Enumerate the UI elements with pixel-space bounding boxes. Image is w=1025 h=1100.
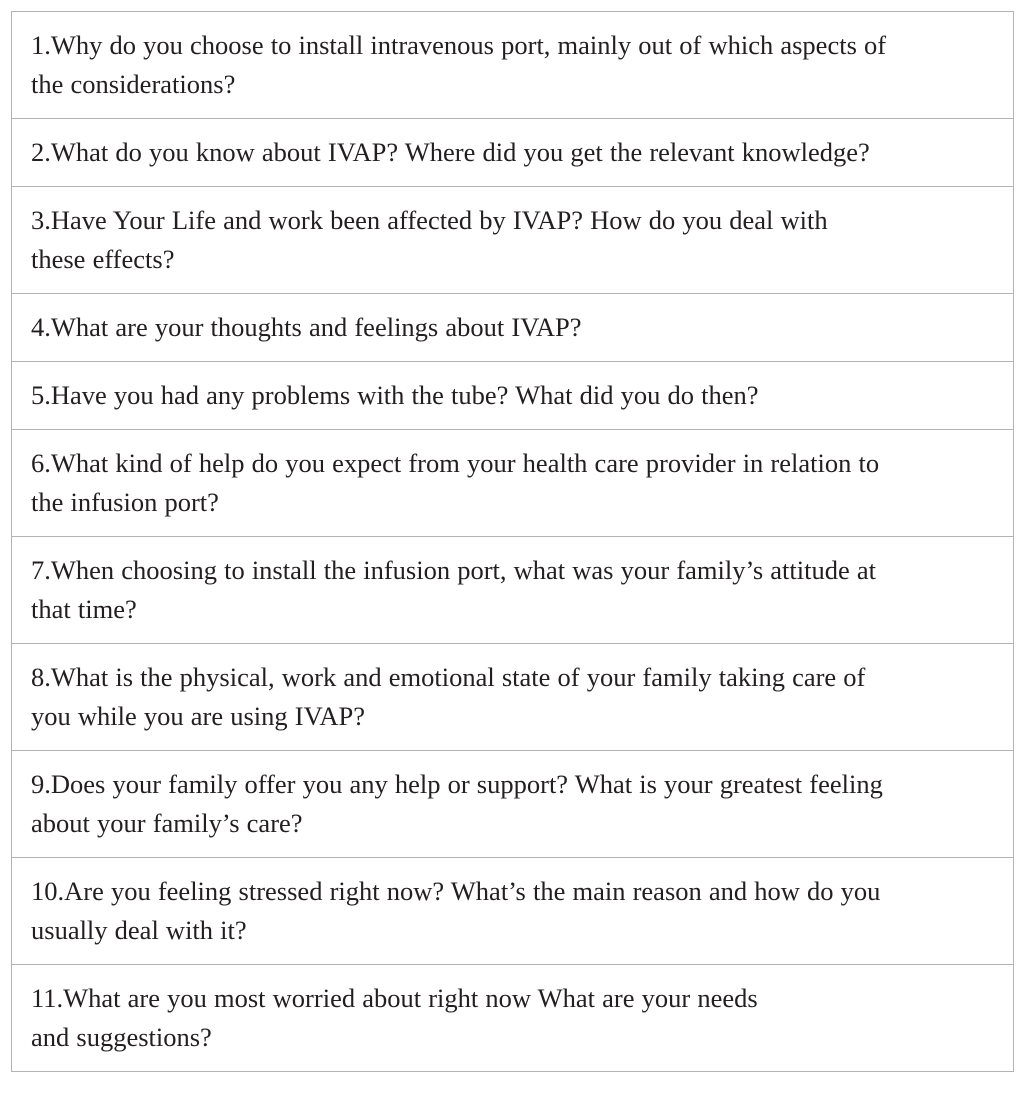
question-row (12, 537, 1014, 644)
question-row (12, 362, 1014, 430)
question-line: you while you are using IVAP? (31, 701, 365, 731)
question-cell (12, 12, 1014, 119)
question-cell (12, 294, 1014, 362)
question-cell (12, 644, 1014, 751)
question-line: 6.What kind of help do you expect from your health care provider in relation to (31, 448, 880, 478)
question-row (12, 430, 1014, 537)
question-line: 7.When choosing to install the infusion port, what was your family’s attitude at (31, 555, 877, 585)
question-row (12, 12, 1014, 119)
question-line: 11.What are you most worried about right now What are your needs (31, 983, 758, 1013)
question-cell (12, 187, 1014, 294)
question-line: these effects? (31, 244, 175, 274)
question-line: and suggestions? (31, 1022, 212, 1052)
question-cell (12, 537, 1014, 644)
question-cell (12, 119, 1014, 187)
question-row (12, 965, 1014, 1072)
question-line: that time? (31, 594, 137, 624)
question-line: 3.Have Your Life and work been affected by IVAP? How do you deal with (31, 205, 828, 235)
question-line: about your family’s care? (31, 808, 303, 838)
question-line: the infusion port? (31, 487, 219, 517)
question-cell (12, 362, 1014, 430)
question-line: 8.What is the physical, work and emotional state of your family taking care of (31, 662, 866, 692)
question-row (12, 644, 1014, 751)
question-row (12, 119, 1014, 187)
question-cell (12, 858, 1014, 965)
question-cell (12, 751, 1014, 858)
interview-questions-table (11, 11, 1014, 1072)
question-line: 10.Are you feeling stressed right now? What’s the main reason and how do you (31, 876, 881, 906)
question-line: 1.Why do you choose to install intravenous port, mainly out of which aspects of (31, 30, 887, 60)
question-cell (12, 430, 1014, 537)
question-line: 4.What are your thoughts and feelings about IVAP? (31, 312, 582, 342)
question-row (12, 187, 1014, 294)
question-line: 2.What do you know about IVAP? Where did you get the relevant knowledge? (31, 137, 870, 167)
question-line: usually deal with it? (31, 915, 247, 945)
question-cell (12, 965, 1014, 1072)
question-line: 5.Have you had any problems with the tube? What did you do then? (31, 380, 759, 410)
question-row (12, 751, 1014, 858)
question-row (12, 858, 1014, 965)
question-line: 9.Does your family offer you any help or support? What is your greatest feeling (31, 769, 883, 799)
question-line: the considerations? (31, 69, 236, 99)
question-row (12, 294, 1014, 362)
